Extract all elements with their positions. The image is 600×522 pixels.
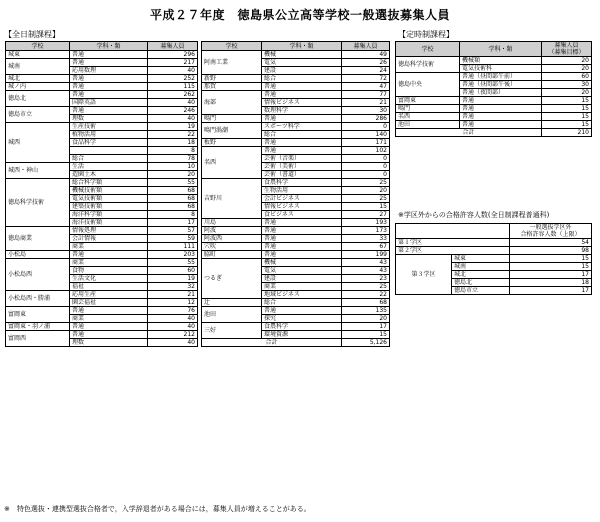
header-school: 学校 [6, 42, 70, 51]
table-row [202, 259, 390, 267]
parttime-table [395, 41, 592, 137]
dept-name: 環境資源 [262, 331, 342, 339]
dept-name: 総合 [70, 155, 148, 163]
quota-value: 199 [342, 251, 390, 259]
dept-name: 会計情報 [70, 235, 148, 243]
table-row [202, 307, 390, 315]
dept-name: 数理科学 [262, 107, 342, 115]
school-name: 城西 [6, 123, 70, 163]
total-row [396, 129, 592, 137]
dept-name [70, 147, 148, 155]
table-row [202, 139, 390, 147]
table-row [396, 121, 592, 129]
dept-name: 情報ビジネス [262, 99, 342, 107]
total-label: 合計 [202, 339, 342, 347]
school-name: 城東 [6, 51, 70, 59]
quota-value: 20 [542, 57, 592, 65]
quota-value: 17 [342, 323, 390, 331]
dept-name: 商業 [70, 315, 148, 323]
table-row [202, 179, 390, 187]
quota-value: 0 [342, 163, 390, 171]
school-name: 阿波西 [202, 235, 262, 243]
dept-name: 理数 [70, 339, 148, 347]
dept-name: 普通 [460, 105, 542, 113]
dept-name: 生活文化 [70, 275, 148, 283]
table-row [396, 57, 592, 65]
table-row [202, 219, 390, 227]
dept-name: 応用生産 [70, 291, 148, 299]
district-table [395, 223, 592, 295]
quota-value: 22 [148, 131, 198, 139]
quota-value: 140 [342, 131, 390, 139]
dept-name: 普通 [70, 51, 148, 59]
fulltime-table-left [5, 41, 198, 347]
table-row [6, 107, 198, 115]
allowance-value: 17 [510, 271, 592, 279]
table-row [396, 97, 592, 105]
quota-value: 30 [542, 81, 592, 89]
quota-value: 17 [148, 219, 198, 227]
quota-value: 20 [342, 315, 390, 323]
quota-value: 0 [342, 155, 390, 163]
header-row [6, 42, 198, 51]
dept-name: 普通 [262, 83, 342, 91]
school-name: つるぎ [202, 259, 262, 299]
school-name: 板野 [202, 139, 262, 147]
dept-name: 総合 [262, 131, 342, 139]
quota-value: 40 [148, 315, 198, 323]
header-dept: 学科・類 [70, 42, 148, 51]
table-row [6, 83, 198, 91]
school-name: 海部 [202, 91, 262, 115]
school-name: 徳島中央 [396, 73, 460, 97]
school-name: 名西 [202, 147, 262, 179]
header-dept: 学科・類 [460, 42, 542, 57]
quota-value: 19 [148, 123, 198, 131]
quota-value: 19 [148, 275, 198, 283]
dept-name: 園芸福祉 [70, 299, 148, 307]
school-name: 新野 [202, 75, 262, 83]
quota-value: 21 [148, 291, 198, 299]
table-row [202, 235, 390, 243]
table-row [6, 163, 198, 171]
header-row [396, 42, 592, 57]
district-title: ※学区外からの合格許容人数(全日制課程普通科) [398, 211, 550, 219]
quota-value: 49 [342, 51, 390, 59]
header-dept: 学科・類 [262, 42, 342, 51]
quota-value: 252 [148, 75, 198, 83]
table-row [6, 123, 198, 131]
quota-value: 262 [148, 91, 198, 99]
table-row [6, 91, 198, 99]
header-count: 募集人員 （募集目標） [542, 42, 592, 57]
dept-name: 電気技術類 [70, 195, 148, 203]
quota-value: 15 [542, 105, 592, 113]
school-name: 辻 [202, 299, 262, 307]
header-count: 募集人員 [148, 42, 198, 51]
quota-value: 22 [342, 291, 390, 299]
dept-name: 普通 [262, 251, 342, 259]
dept-name: 商業 [70, 259, 148, 267]
table-row [202, 299, 390, 307]
quota-value: 15 [342, 203, 390, 211]
quota-value: 77 [342, 91, 390, 99]
school-name: 穴吹 [202, 243, 262, 251]
quota-value: 203 [148, 251, 198, 259]
dept-name: 食品科学 [70, 139, 148, 147]
quota-value: 20 [148, 171, 198, 179]
total-row [202, 339, 390, 347]
dept-name: 国際英語 [70, 99, 148, 107]
dept-name: 生産技術 [70, 123, 148, 131]
allowance-value: 18 [510, 279, 592, 287]
dept-name: 機械類 [460, 57, 542, 65]
district-school: 徳島北 [452, 279, 510, 287]
school-name: 徳島科学技術 [6, 179, 70, 227]
school-name: 池田 [202, 307, 262, 323]
table-row [202, 227, 390, 235]
quota-value: 55 [148, 259, 198, 267]
table-row [6, 179, 198, 187]
dept-name: 福祉 [70, 283, 148, 291]
district-header-row [396, 224, 592, 239]
quota-value: 60 [148, 267, 198, 275]
quota-value: 18 [148, 139, 198, 147]
dept-name: 普通 [262, 219, 342, 227]
school-name: 鳴門渦潮 [202, 123, 262, 139]
dept-name: 芸術（音楽） [262, 155, 342, 163]
total-value: 5,126 [342, 339, 390, 347]
school-name: 徳島商業 [6, 227, 70, 251]
quota-value: 171 [342, 139, 390, 147]
table-row [202, 83, 390, 91]
table-row [202, 323, 390, 331]
table-row [396, 73, 592, 81]
allowance-value: 15 [510, 263, 592, 271]
dept-name: 商業 [262, 283, 342, 291]
quota-value: 23 [342, 275, 390, 283]
total-label: 合計 [396, 129, 542, 137]
district-school: 城北 [452, 271, 510, 279]
dept-name: 普通 [460, 121, 542, 129]
dept-name: 建設 [262, 67, 342, 75]
dept-name: 電気技術科 [460, 65, 542, 73]
dept-name: 普通 [262, 139, 342, 147]
dept-name: 地域ビジネス [262, 291, 342, 299]
allowance-value: 98 [510, 247, 592, 255]
dept-name: 普通 [460, 113, 542, 121]
dept-name: スポーツ科学 [262, 123, 342, 131]
quota-value: 193 [342, 219, 390, 227]
dept-name: 食農科学 [262, 323, 342, 331]
dept-name: 総合科学類 [70, 179, 148, 187]
school-name: 小松島西 [6, 259, 70, 291]
quota-value: 212 [148, 331, 198, 339]
dept-name: 情報処理 [70, 227, 148, 235]
district-school: 徳島市立 [452, 287, 510, 295]
school-name: 富岡東・羽ノ浦 [6, 323, 70, 331]
school-name: 富岡東 [6, 307, 70, 323]
dept-name: 普通（夜間部） [460, 89, 542, 97]
dept-name: 情報ビジネス [262, 203, 342, 211]
quota-value: 55 [148, 179, 198, 187]
school-name: 鳴門 [396, 105, 460, 113]
quota-value: 57 [148, 227, 198, 235]
parttime-label: 【定時制課程】 [398, 30, 454, 39]
dept-name: 商業 [70, 243, 148, 251]
quota-value: 40 [148, 115, 198, 123]
quota-value: 27 [342, 211, 390, 219]
quota-value: 8 [148, 147, 198, 155]
dept-name: 普通（昼間部午後） [460, 81, 542, 89]
quota-value: 78 [148, 155, 198, 163]
dept-name: 普通 [70, 251, 148, 259]
district-name: 第１学区 [396, 239, 510, 247]
dept-name: 食物 [70, 267, 148, 275]
quota-value: 8 [148, 211, 198, 219]
quota-value: 15 [542, 113, 592, 121]
district-row [396, 247, 592, 255]
quota-value: 21 [342, 99, 390, 107]
school-name: 川島 [202, 219, 262, 227]
dept-name: 食ビジネス [262, 211, 342, 219]
table-row [6, 251, 198, 259]
dept-name: 生活 [70, 163, 148, 171]
quota-value: 15 [342, 331, 390, 339]
school-name: 小松島 [6, 251, 70, 259]
quota-value: 102 [342, 147, 390, 155]
quota-value: 25 [342, 195, 390, 203]
school-name: 城西・神山 [6, 163, 70, 179]
quota-value: 30 [342, 107, 390, 115]
dept-name: 建設 [262, 275, 342, 283]
quota-value: 40 [148, 323, 198, 331]
dept-name: 海洋技術類 [70, 219, 148, 227]
quota-value: 76 [148, 307, 198, 315]
quota-value: 25 [342, 283, 390, 291]
quota-value: 20 [342, 187, 390, 195]
quota-value: 15 [542, 97, 592, 105]
dept-name: 普通 [70, 307, 148, 315]
school-name: 阿波 [202, 227, 262, 235]
table-row [396, 113, 592, 121]
quota-value: 20 [542, 65, 592, 73]
school-name: 徳島市立 [6, 107, 70, 123]
quota-value: 246 [148, 107, 198, 115]
school-name: 阿南工業 [202, 51, 262, 75]
district-school: 城南 [452, 263, 510, 271]
dept-name: 海洋科学類 [70, 211, 148, 219]
dept-name: 普通 [70, 59, 148, 67]
district-row [396, 255, 592, 263]
dept-name: 芸術（美術） [262, 163, 342, 171]
dept-name: 総合 [262, 75, 342, 83]
quota-value: 26 [342, 59, 390, 67]
dept-name: 機械 [262, 259, 342, 267]
dept-name: 建築技術類 [70, 203, 148, 211]
table-row [6, 331, 198, 339]
table-row [6, 75, 198, 83]
quota-value: 43 [342, 267, 390, 275]
dept-name: 普通（昼間部午前） [460, 73, 542, 81]
dept-name: 普通 [70, 331, 148, 339]
table-row [202, 251, 390, 259]
fulltime-table-right [201, 41, 390, 347]
table-row [6, 51, 198, 59]
quota-value: 68 [148, 203, 198, 211]
quota-value: 67 [342, 243, 390, 251]
dept-name: 応用数理 [70, 67, 148, 75]
header-count: 募集人員 [342, 42, 390, 51]
header-allowance: 一般選抜学区外 合格許容人数（上限） [510, 224, 592, 239]
quota-value: 40 [148, 67, 198, 75]
quota-value: 10 [148, 163, 198, 171]
page-title: 平成２７年度 徳島県公立高等学校一般選抜募集人員 [149, 8, 450, 22]
table-row [6, 259, 198, 267]
quota-value: 68 [342, 299, 390, 307]
header-row [202, 42, 390, 51]
school-name: 小松島西・勝浦 [6, 291, 70, 307]
table-row [202, 115, 390, 123]
table-row [6, 307, 198, 315]
quota-value: 47 [342, 83, 390, 91]
school-name: 名西 [396, 113, 460, 121]
dept-name: 電気 [262, 267, 342, 275]
quota-value: 173 [342, 227, 390, 235]
total-value: 210 [542, 129, 592, 137]
school-name: 徳島北 [6, 91, 70, 107]
dept-name: 普通 [262, 307, 342, 315]
header-school: 学校 [202, 42, 262, 51]
dept-name: 植物活用 [70, 131, 148, 139]
quota-value: 135 [342, 307, 390, 315]
school-name: 三好 [202, 323, 262, 339]
table-row [202, 147, 390, 155]
quota-value: 72 [342, 75, 390, 83]
table-row [202, 51, 390, 59]
quota-value: 111 [148, 243, 198, 251]
quota-value: 43 [342, 259, 390, 267]
table-row [6, 323, 198, 331]
school-name: 脇町 [202, 251, 262, 259]
school-name: 富岡西 [6, 331, 70, 347]
quota-value: 15 [542, 121, 592, 129]
dept-name: 普通 [460, 97, 542, 105]
school-name: 富岡東 [396, 97, 460, 105]
school-name: 城北 [6, 75, 70, 83]
dept-name: 機械技術類 [70, 187, 148, 195]
table-row [6, 59, 198, 67]
dept-name: 普通 [262, 235, 342, 243]
quota-value: 68 [148, 195, 198, 203]
table-row [202, 123, 390, 131]
quota-value: 60 [542, 73, 592, 81]
dept-name: 会計ビジネス [262, 195, 342, 203]
quota-value: 40 [148, 99, 198, 107]
dept-name: 生物活用 [262, 187, 342, 195]
quota-value: 296 [148, 51, 198, 59]
dept-name: 普通 [70, 91, 148, 99]
quota-value: 24 [342, 67, 390, 75]
district-row [396, 239, 592, 247]
table-row [6, 227, 198, 235]
school-name: 城ノ内 [6, 83, 70, 91]
dept-name: 普通 [70, 75, 148, 83]
school-name: 徳島科学技術 [396, 57, 460, 73]
school-name: 那賀 [202, 83, 262, 91]
dept-name: 普通 [262, 91, 342, 99]
allowance-value: 15 [510, 255, 592, 263]
dept-name: 普通 [70, 323, 148, 331]
quota-value: 0 [342, 123, 390, 131]
dept-name: 普通 [262, 243, 342, 251]
dept-name: 普通 [262, 115, 342, 123]
quota-value: 20 [542, 89, 592, 97]
dept-name: 造園土木 [70, 171, 148, 179]
table-row [202, 243, 390, 251]
district-name: 第３学区 [396, 255, 452, 295]
table-row [6, 291, 198, 299]
school-name: 鳴門 [202, 115, 262, 123]
dept-name: 機械 [262, 51, 342, 59]
district-name: 第２学区 [396, 247, 510, 255]
dept-name: 普通 [262, 147, 342, 155]
dept-name: 普通 [70, 107, 148, 115]
allowance-value: 17 [510, 287, 592, 295]
dept-name: 総合 [262, 299, 342, 307]
dept-name: 普通 [262, 227, 342, 235]
table-row [202, 75, 390, 83]
quota-value: 115 [148, 83, 198, 91]
quota-value: 12 [148, 299, 198, 307]
dept-name: 理数 [70, 115, 148, 123]
school-name: 池田 [396, 121, 460, 129]
footnote: ※ 特色選抜・連携型選抜合格者で，入学辞退者がある場合には，募集人員が増えることがある。 [4, 505, 311, 513]
district-school: 城東 [452, 255, 510, 263]
quota-value: 286 [342, 115, 390, 123]
header-school: 学校 [396, 42, 460, 57]
dept-name: 芸術（書道） [262, 171, 342, 179]
quota-value: 0 [342, 171, 390, 179]
quota-value: 59 [148, 235, 198, 243]
quota-value: 68 [148, 187, 198, 195]
school-name: 城南 [6, 59, 70, 75]
allowance-value: 54 [510, 239, 592, 247]
table-row [202, 91, 390, 99]
school-name: 吉野川 [202, 179, 262, 219]
dept-name: 電気 [262, 59, 342, 67]
quota-value: 33 [342, 235, 390, 243]
fulltime-label: 【全日制課程】 [4, 30, 60, 39]
dept-name: 探究 [262, 315, 342, 323]
header-blank [396, 224, 510, 239]
quota-value: 40 [148, 339, 198, 347]
table-row [396, 105, 592, 113]
quota-value: 217 [148, 59, 198, 67]
dept-name: 食農科学 [262, 179, 342, 187]
dept-name: 普通 [70, 83, 148, 91]
quota-value: 32 [148, 283, 198, 291]
quota-value: 25 [342, 179, 390, 187]
